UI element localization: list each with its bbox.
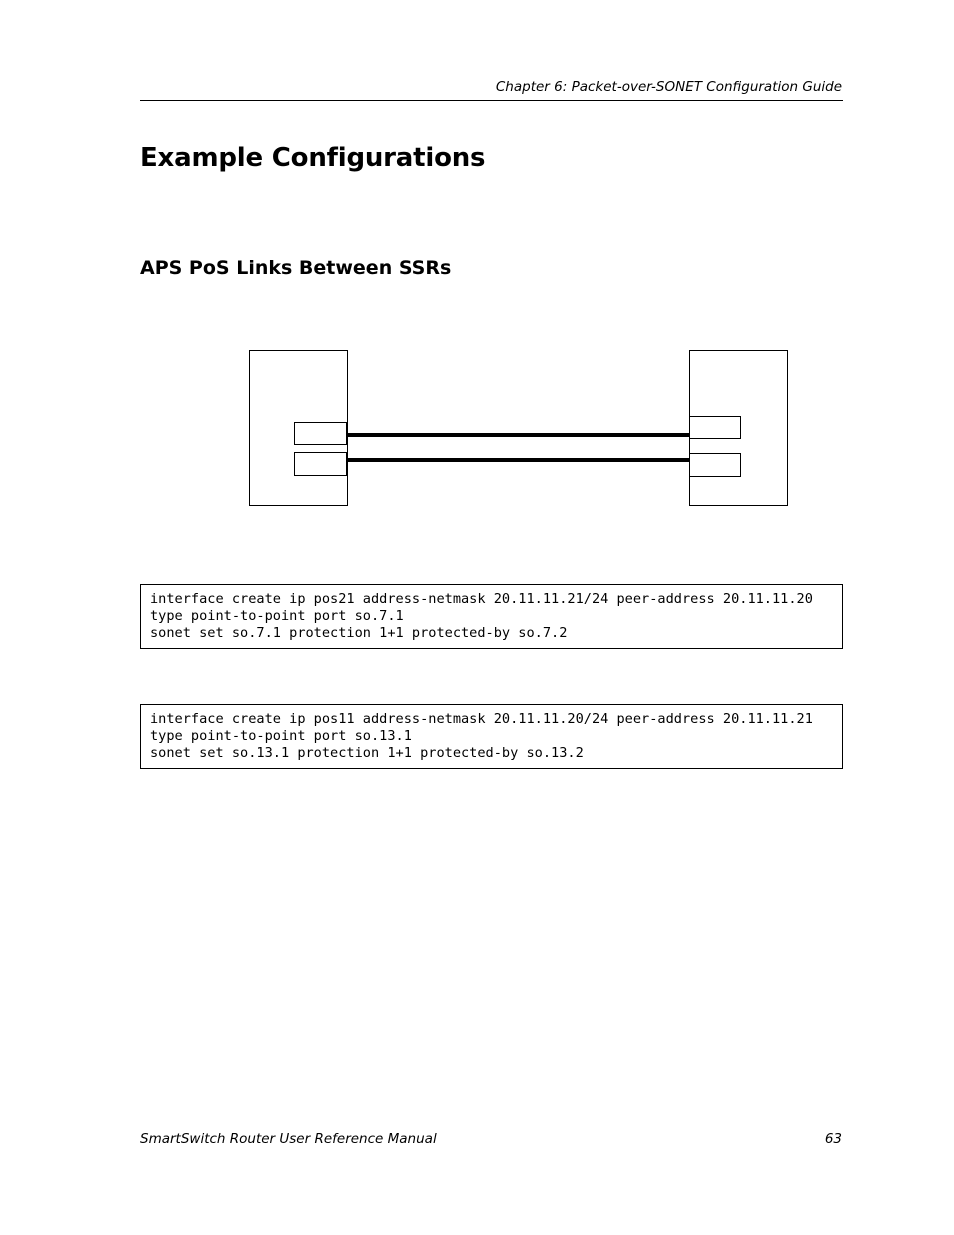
code-block-router-1 [140,584,843,649]
page-number: 63 [824,1131,842,1147]
left-port-working [295,423,347,445]
code-line: interface create ip pos11 address-netmask 20.11.11.20/24 peer-address 20.11.11.21 [150,711,813,727]
right-port-protect [690,454,741,477]
footer-manual-title: SmartSwitch Router User Reference Manual [140,1131,437,1147]
right-port-working [690,417,741,439]
code-block-router-2 [140,704,843,769]
code-line: interface create ip pos21 address-netmask 20.11.11.21/24 peer-address 20.11.11.20 [150,591,813,607]
aps-link-diagram [0,0,954,520]
running-header: Chapter 6: Packet-over-SONET Configuration Guide [495,79,842,95]
left-port-protect [295,453,347,476]
code-line: sonet set so.13.1 protection 1+1 protected-by so.13.2 [150,745,584,761]
code-line: type point-to-point port so.13.1 [150,728,412,744]
code-line: type point-to-point port so.7.1 [150,608,404,624]
page-title: Example Configurations [140,143,486,173]
code-line: sonet set so.7.1 protection 1+1 protected-by so.7.2 [150,625,568,641]
section-heading: APS PoS Links Between SSRs [140,257,452,279]
